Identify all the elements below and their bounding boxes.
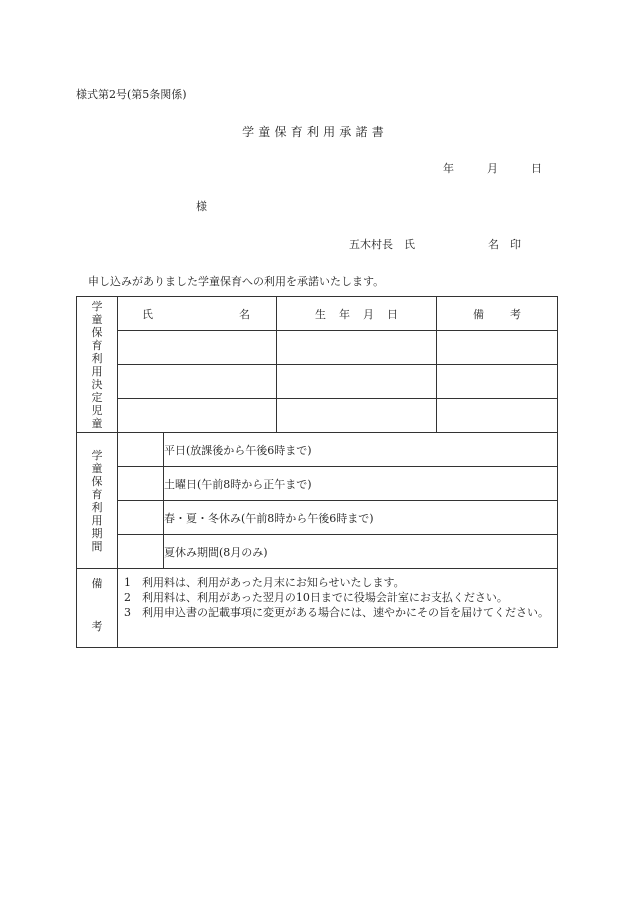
period-checkbox-cell[interactable] <box>118 433 164 467</box>
date-month-label: 月 <box>487 162 498 175</box>
child-name-cell[interactable] <box>118 365 277 399</box>
notes-content <box>118 569 558 648</box>
child-birthdate-cell[interactable] <box>277 331 437 365</box>
birth-header-3: 日 <box>387 307 398 321</box>
form-number: 様式第2号(第5条関係) <box>76 88 187 101</box>
period-option-saturday: 土曜日(午前8時から正午まで) <box>164 467 558 501</box>
period-checkbox-cell[interactable] <box>118 467 164 501</box>
child-birthdate-cell[interactable] <box>277 365 437 399</box>
period-side-label <box>77 433 118 569</box>
name-column-header <box>118 297 277 331</box>
remarks-column-header <box>437 297 558 331</box>
name-header-first: 氏 <box>142 307 153 321</box>
child-remarks-cell[interactable] <box>437 399 558 433</box>
children-side-label-text: 学 童 保 育 利 用 決 定 児 童 <box>91 299 103 430</box>
date-year-label: 年 <box>443 162 454 175</box>
issuer-name-seal: 名 印 <box>488 238 521 251</box>
notes-side-label <box>77 569 118 648</box>
child-name-cell[interactable] <box>118 399 277 433</box>
addressee-suffix: 様 <box>196 200 207 213</box>
remarks-header-1: 考 <box>510 307 521 321</box>
children-side-label <box>77 297 118 433</box>
notes-label-top: 備 <box>91 577 103 590</box>
note-item-1: 1 利用料は、利用があった月末にお知らせいたします。 <box>124 576 405 589</box>
child-name-cell[interactable] <box>118 331 277 365</box>
birth-header-0: 生 <box>315 307 326 321</box>
note-item-3: 3 利用申込書の記載事項に変更がある場合には、速やかにその旨を届けてください。 <box>124 606 549 619</box>
child-remarks-cell[interactable] <box>437 365 558 399</box>
name-header-last: 名 <box>239 307 250 321</box>
remarks-header-0: 備 <box>473 307 484 321</box>
child-birthdate-cell[interactable] <box>277 399 437 433</box>
birth-header-1: 年 <box>339 307 350 321</box>
period-side-label-text: 学 童 保 育 利 用 期 間 <box>91 448 103 553</box>
period-option-summer-only: 夏休み期間(8月のみ) <box>164 535 558 569</box>
birthdate-column-header <box>277 297 437 331</box>
period-option-weekday: 平日(放課後から午後6時まで) <box>164 433 558 467</box>
period-checkbox-cell[interactable] <box>118 535 164 569</box>
note-item-2: 2 利用料は、利用があった翌月の10日までに役場会計室にお支払ください。 <box>124 591 508 604</box>
date-line <box>443 160 542 176</box>
notes-label-bottom: 考 <box>91 620 103 633</box>
period-option-school-holidays: 春・夏・冬休み(午前8時から午後6時まで) <box>164 501 558 535</box>
document-title: 学童保育利用承諾書 <box>242 125 388 139</box>
issuer-title: 五木村長 氏 <box>349 238 415 251</box>
approval-table <box>76 296 558 648</box>
date-day-label: 日 <box>531 162 542 175</box>
birth-header-2: 月 <box>363 307 374 321</box>
period-checkbox-cell[interactable] <box>118 501 164 535</box>
intro-text: 申し込みがありました学童保育への利用を承諾いたします。 <box>88 275 385 288</box>
issuer-line <box>349 236 521 252</box>
child-remarks-cell[interactable] <box>437 331 558 365</box>
